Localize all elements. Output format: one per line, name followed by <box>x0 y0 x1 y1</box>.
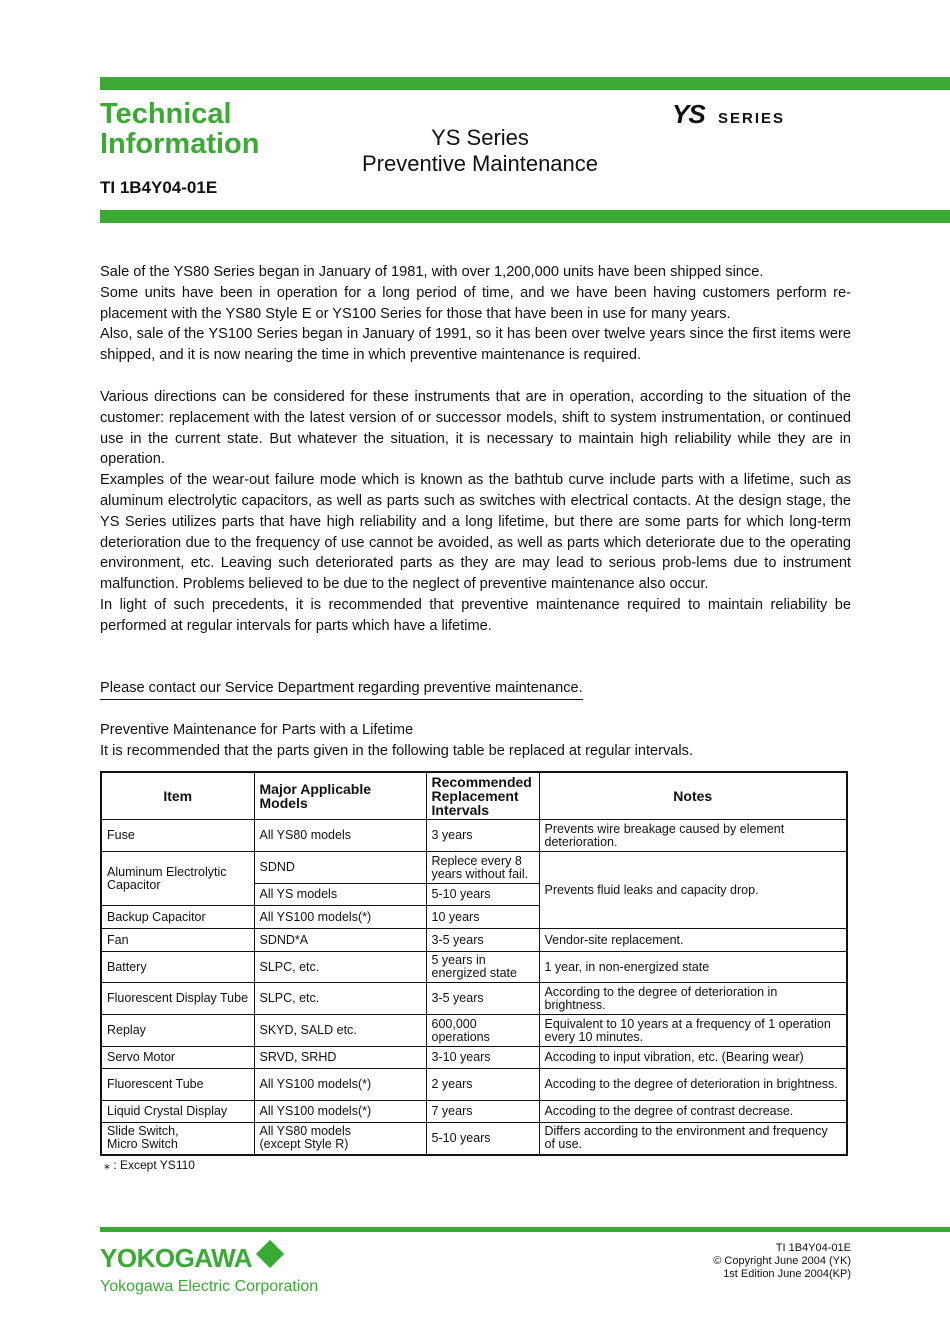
cell-models: All YS100 models(*) <box>254 1101 426 1123</box>
footer-copyright: © Copyright June 2004 (YK) <box>713 1255 851 1267</box>
svg-text:YS: YS <box>672 101 705 129</box>
cell-item: Fuse <box>101 820 254 852</box>
cell-item: Replay <box>101 1015 254 1047</box>
header-bottom-bar <box>100 210 950 223</box>
cell-models: All YS100 models(*) <box>254 1069 426 1101</box>
parts-lifetime-table <box>100 771 848 1156</box>
cell-notes: Accoding to the degree of deterioration in brightness. <box>539 1069 847 1101</box>
cell-models: SDND*A <box>254 929 426 952</box>
cell-models: SKYD, SALD etc. <box>254 1015 426 1047</box>
paragraph: Examples of the wear-out failure mode which is known as the bathtub curve include parts with a lifetime, such as aluminum electrolytic capacitors, as well as parts such as switches with electrical contacts. At the design stage, the YS Series utilizes parts that have high reliability and a long lifetime, but there are some parts for which long-term deterioration due to the frequency of use cannot be avoided, as well as parts which deteriorate due to the operating environment, etc. Leaving such deteriorated parts as they are may lead to serious prob-lems due to instrument malfunction. Problems believed to be due to the neglect of preventive maintenance also occur. <box>100 472 851 593</box>
cell-notes: Equivalent to 10 years at a frequency of 1 operation every 10 minutes. <box>539 1015 847 1047</box>
document-type-line2: Information <box>100 128 260 160</box>
corporation-name: Yokogawa Electric Corporation <box>100 1278 319 1295</box>
cell-models: All YS80 models <box>254 820 426 852</box>
table-row <box>101 929 847 952</box>
document-title-line1: YS Series <box>431 125 529 150</box>
cell-interval: 2 years <box>426 1069 539 1101</box>
paragraph: Various directions can be considered for these instruments that are in operation, according to the situation of the customer: replacement with the latest version of or successor models, shift to system instrumentation, or continued use in the current state. But whatever the situation, it is necessary to maintain high reliability while they are in operation. <box>100 389 851 468</box>
cell-interval: 10 years <box>426 906 539 929</box>
table-footnote: ⁎ : Except YS110 <box>104 1158 195 1172</box>
yokogawa-brand <box>100 1243 318 1297</box>
cell-item <box>101 1123 254 1155</box>
cell-notes: Prevents fluid leaks and capacity drop. <box>539 852 847 929</box>
footer-edition: 1st Edition June 2004(KP) <box>723 1268 851 1280</box>
cell-item: Servo Motor <box>101 1047 254 1069</box>
cell-models-line2: (except Style R) <box>259 1137 349 1152</box>
table-row <box>101 820 847 852</box>
svg-text:SERIES: SERIES <box>718 110 786 127</box>
cell-notes: According to the degree of deterioration in brightness. <box>539 983 847 1015</box>
header-models: Major Applicable Models <box>254 772 426 820</box>
paragraph: Some units have been in operation for a long period of time, and we have been having customers perform re-placement with the YS80 Style E or YS100 Series for those that have been in use for many years. <box>100 284 851 322</box>
cell-interval: 3-5 years <box>426 983 539 1015</box>
cell-item: Backup Capacitor <box>101 906 254 929</box>
cell-models: SLPC, etc. <box>254 983 426 1015</box>
intro-block-1 <box>100 262 851 366</box>
cell-interval: 3 years <box>426 820 539 852</box>
section-subtitle: It is recommended that the parts given in the following table be replaced at regular intervals. <box>100 742 693 759</box>
cell-interval: 600,000 operations <box>426 1015 539 1047</box>
cell-notes: 1 year, in non-energized state <box>539 952 847 983</box>
cell-item-line2: Micro Switch <box>107 1137 178 1152</box>
cell-item: Battery <box>101 952 254 983</box>
cell-item: Fan <box>101 929 254 952</box>
brand-name: YOKOGAWA <box>100 1243 253 1273</box>
cell-item: Fluorescent Display Tube <box>101 983 254 1015</box>
header-item: Item <box>101 772 254 820</box>
cell-notes: Differs according to the environment and frequency of use. <box>539 1123 847 1155</box>
document-title <box>330 125 630 177</box>
paragraph: In light of such precedents, it is recommended that preventive maintenance required to maintain reliability be performed at regular intervals for parts which have a lifetime. <box>100 596 851 634</box>
footer-bar <box>100 1227 950 1232</box>
intro-block-2 <box>100 387 851 637</box>
footer-info <box>713 1242 851 1281</box>
section-title: Preventive Maintenance for Parts with a Lifetime <box>100 722 414 738</box>
table-header-row <box>101 772 847 820</box>
cell-notes: Vendor-site replacement. <box>539 929 847 952</box>
ys-series-logo <box>672 101 852 131</box>
cell-notes: Accoding to input vibration, etc. (Bearing wear) <box>539 1047 847 1069</box>
cell-interval: 3-10 years <box>426 1047 539 1069</box>
cell-item: Fluorescent Tube <box>101 1069 254 1101</box>
header-top-bar <box>100 77 950 90</box>
cell-models: SRVD, SRHD <box>254 1047 426 1069</box>
document-number: TI 1B4Y04-01E <box>100 178 218 197</box>
diamond-logo-icon <box>256 1240 284 1268</box>
cell-interval: Replece every 8 years without fail. <box>426 852 539 884</box>
document-type-line1: Technical <box>100 98 232 130</box>
table-row <box>101 1069 847 1101</box>
brand-logo <box>100 1243 318 1273</box>
document-type-heading <box>100 99 260 159</box>
service-contact-note: Please contact our Service Department regarding preventive maintenance. <box>100 678 583 700</box>
cell-models <box>254 1123 426 1155</box>
table-row <box>101 1047 847 1069</box>
cell-models: SLPC, etc. <box>254 952 426 983</box>
paragraph: Also, sale of the YS100 Series began in January of 1991, so it has been over twelve years since the first items were shipped, and it is now nearing the time in which preventive maintenance is required. <box>100 326 851 364</box>
table-row <box>101 983 847 1015</box>
cell-models: All YS models <box>254 884 426 906</box>
cell-interval: 5-10 years <box>426 884 539 906</box>
cell-models: SDND <box>254 852 426 884</box>
cell-item: Liquid Crystal Display <box>101 1101 254 1123</box>
table-row <box>101 1015 847 1047</box>
document-title-line2: Preventive Maintenance <box>361 151 599 176</box>
section-heading <box>100 720 693 761</box>
cell-item: Aluminum Electrolytic Capacitor <box>101 852 254 906</box>
cell-notes: Prevents wire breakage caused by element deterioration. <box>539 820 847 852</box>
paragraph: Sale of the YS80 Series began in January of 1981, with over 1,200,000 units have been shipped since. <box>100 264 764 280</box>
cell-interval: 3-5 years <box>426 929 539 952</box>
cell-item-line1: Slide Switch, <box>107 1124 179 1139</box>
header-notes: Notes <box>539 772 847 820</box>
table-row <box>101 1123 847 1155</box>
cell-interval: 5 years in energized state <box>426 952 539 983</box>
table-row <box>101 852 847 884</box>
footer-doc-number: TI 1B4Y04-01E <box>775 1242 851 1254</box>
cell-notes: Accoding to the degree of contrast decrease. <box>539 1101 847 1123</box>
table-row <box>101 1101 847 1123</box>
cell-interval: 7 years <box>426 1101 539 1123</box>
table-row <box>101 952 847 983</box>
cell-interval: 5-10 years <box>426 1123 539 1155</box>
cell-models: All YS100 models(*) <box>254 906 426 929</box>
header-intervals: Recommended Replacement Intervals <box>426 772 539 820</box>
cell-models-line1: All YS80 models <box>259 1124 351 1139</box>
